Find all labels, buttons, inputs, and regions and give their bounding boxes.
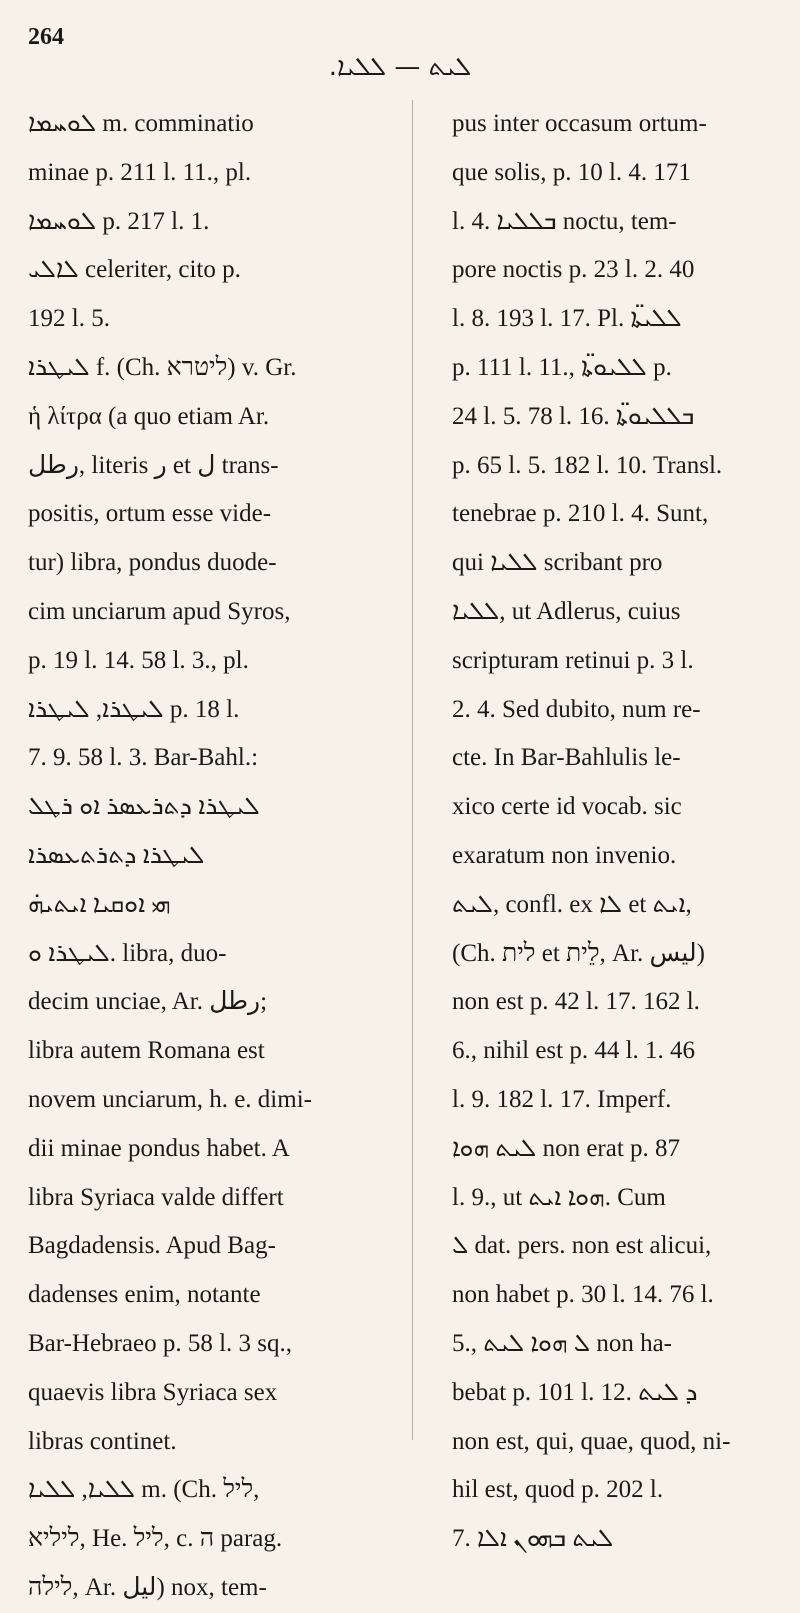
text-line: ܠܝܛܪܐ ܘ. libra, duo- [28, 939, 227, 967]
text-line: libra Syriaca valde differt [28, 1183, 284, 1211]
text-line: non est, qui, quae, quod, ni- [452, 1427, 731, 1455]
text-line: tur) libra, pondus duode- [28, 549, 277, 577]
text-line: dadenses enim, notante [28, 1281, 261, 1309]
text-line: p. 111 l. 11., ܠܠܝܘܬ̈ܐ p. [452, 353, 672, 381]
text-line: ܗܝ ܐܘܩܝܐ ܐܝܬܝܗ̇ [28, 890, 171, 918]
text-line: quaevis libra Syriaca sex [28, 1378, 278, 1406]
text-line: scripturam retinui p. 3 l. [452, 646, 694, 674]
text-line: ἡ λίτρα (a quo etiam Ar. [28, 402, 270, 430]
text-line: (Ch. לית et לֵית, Ar. ليس) [452, 939, 705, 967]
column-divider [412, 100, 413, 1440]
text-line: que solis, p. 10 l. 4. 171 [452, 158, 691, 186]
text-line: 6., nihil est p. 44 l. 1. 46 [452, 1037, 696, 1065]
text-line: 24 l. 5. 78 l. 16. ܒܠܠܝܘܬ̈ܐ [452, 402, 695, 430]
text-line: tenebrae p. 210 l. 4. Sunt, [452, 500, 709, 528]
text-line: ܠܝܛܪܐ f. (Ch. ליטרא) v. Gr. [28, 353, 297, 381]
text-line: ܠܠܝܐ, ܠܠܝܐ m. (Ch. ליל, [28, 1476, 260, 1504]
text-line: לילה, Ar. ليل) nox, tem- [28, 1573, 267, 1601]
text-line: qui ܠܠܝܐ scribant pro [452, 549, 663, 577]
text-line: l. 4. ܒܠܠܝܐ noctu, tem- [452, 207, 677, 235]
text-line: 7. 9. 58 l. 3. Bar-Bahl.: [28, 744, 259, 772]
text-line: ܠܐܠܝ celeriter, cito p. [28, 256, 241, 284]
text-line: Bagdadensis. Apud Bag- [28, 1232, 276, 1260]
text-line: p. 65 l. 5. 182 l. 10. Transl. [452, 451, 723, 479]
text-line: xico certe id vocab. sic [452, 793, 682, 821]
text-line: cte. In Bar-Bahlulis le- [452, 744, 681, 772]
page-number: 264 [28, 24, 64, 50]
left-column [28, 100, 383, 1613]
text-line: ܠܘܚܡܐ p. 217 l. 1. [28, 207, 210, 235]
text-line: 5., ܠ ܗܘܐ ܠܝܬ non ha- [452, 1329, 672, 1357]
text-line: non est p. 42 l. 17. 162 l. [452, 988, 700, 1016]
text-line: l. 8. 193 l. 17. Pl. ܠܠܝܬ̈ܐ [452, 305, 682, 333]
text-line: positis, ortum esse vide- [28, 500, 272, 528]
text-line: l. 9., ut ܗܘܐ ܐܝܬ. Cum [452, 1183, 666, 1211]
text-line: novem unciarum, h. e. dimi- [28, 1085, 312, 1113]
right-column [452, 100, 800, 1564]
text-line: libras continet. [28, 1427, 177, 1455]
text-line: exaratum non invenio. [452, 841, 677, 869]
text-line: ܠܠܝܐ, ut Adlerus, cuius [452, 597, 681, 625]
running-head: .ܠܝܬ — ܠܠܝܐ [328, 52, 472, 82]
text-line: pus inter occasum ortum- [452, 110, 707, 137]
text-line: 2. 4. Sed dubito, num re- [452, 695, 701, 723]
text-line: ליליא, He. ליל, c. ה parag. [28, 1525, 283, 1553]
text-line: l. 9. 182 l. 17. Imperf. [452, 1085, 672, 1113]
text-line: p. 19 l. 14. 58 l. 3., pl. [28, 646, 249, 674]
text-line: pore noctis p. 23 l. 2. 40 [452, 256, 695, 284]
text-line: ܠܝܛܪܐ, ܠܝܛܪܐ p. 18 l. [28, 695, 240, 723]
text-line: ܠܝܛܪܐ ܕܬܪܥܣܪ ܐܘ ܪܛܠ [28, 793, 260, 821]
text-line: decim unciae, Ar. رطل; [28, 988, 268, 1016]
text-line: minae p. 211 l. 11., pl. [28, 158, 252, 186]
text-line: non habet p. 30 l. 14. 76 l. [452, 1281, 714, 1309]
text-line: Bar-Hebraeo p. 58 l. 3 sq., [28, 1329, 293, 1357]
text-line: libra autem Romana est [28, 1037, 265, 1065]
text-line: bebat p. 101 l. 12. ܕ ܠܝܬ [452, 1378, 698, 1406]
text-line: cim unciarum apud Syros, [28, 597, 291, 625]
text-line: ܠܝܬ, confl. ex ܠܐ et ܐܝܬ, [452, 890, 692, 918]
text-line: رطل, literis ر et ل trans- [28, 451, 279, 479]
text-line: ܠܝܛܪܐ ܕܬܪܬܥܣܪܐ [28, 841, 205, 869]
text-line: dii minae pondus habet. A [28, 1134, 290, 1162]
text-line: 192 l. 5. [28, 305, 110, 333]
text-line: 7. ܠܝܬ ܒܗܘܢ ܐܠܐ [452, 1525, 614, 1553]
text-line: ܠ dat. pers. non est alicui, [452, 1232, 712, 1260]
text-line: ܠܝܬ ܗܘܐ non erat p. 87 [452, 1134, 681, 1162]
text-line: hil est, quod p. 202 l. [452, 1476, 664, 1504]
text-line: ܠܘܚܡܐ m. comminatio [28, 110, 254, 137]
